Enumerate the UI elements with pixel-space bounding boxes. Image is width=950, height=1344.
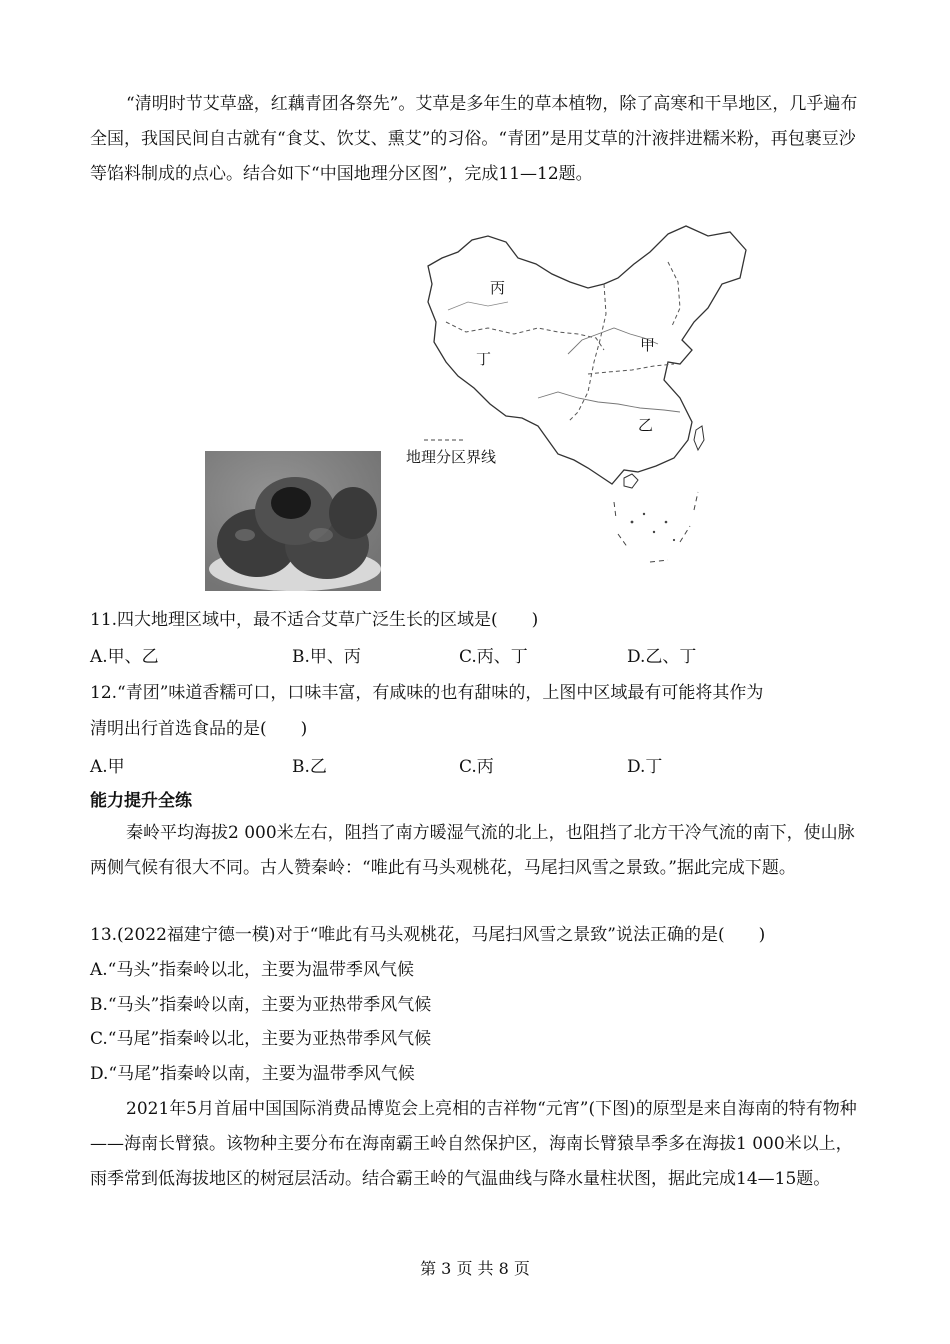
map-label-yi: 乙 <box>638 416 654 434</box>
china-geographic-regions-map <box>406 222 758 572</box>
q12-option-d[interactable]: D.丁 <box>627 757 663 777</box>
region-boundary-qinghai <box>446 322 604 350</box>
qingtuan-photo <box>205 451 381 591</box>
q12-stem-line2: 清明出行首选食品的是( ) <box>90 719 308 739</box>
q11-option-c[interactable]: C.丙、丁 <box>459 647 528 667</box>
map-label-jia: 甲 <box>640 336 656 354</box>
hainan-island <box>624 474 638 488</box>
q11-stem: 11.四大地理区域中，最不适合艾草广泛生长的区域是( ) <box>90 610 539 630</box>
q13-stem: 13.(2022福建宁德一模)对于“唯此有马头观桃花，马尾扫风雪之景致”说法正确的是( ) <box>90 925 766 945</box>
river-yangtze <box>538 392 680 412</box>
q13-option-b[interactable]: B.“马头”指秦岭以南，主要为亚热带季风气候 <box>90 995 432 1015</box>
q12-option-a[interactable]: A.甲 <box>90 757 125 777</box>
taiwan-island <box>694 426 704 450</box>
map-label-bing: 丙 <box>490 279 506 297</box>
q11-option-d[interactable]: D.乙、丁 <box>627 647 697 667</box>
south-sea-islands <box>631 513 676 541</box>
q13-option-d[interactable]: D.“马尾”指秦岭以南，主要为温带季风气候 <box>90 1064 415 1084</box>
intro-paragraph-2: 秦岭平均海拔2 000米左右，阻挡了南方暖湿气流的北上，也阻挡了北方干冷气流的南下，使山脉两侧气候有很大不同。古人赞秦岭：“唯此有马头观桃花，马尾扫风雪之景致。”据此完成下题。 <box>90 823 855 878</box>
river-west <box>448 302 508 310</box>
region-boundary-northwest <box>568 284 606 422</box>
south-china-sea-line <box>614 492 698 562</box>
section-title: 能力提升全练 <box>90 791 192 811</box>
q11-option-a[interactable]: A.甲、乙 <box>90 647 159 667</box>
map-legend-label: 地理分区界线 <box>406 448 497 466</box>
q12-option-b[interactable]: B.乙 <box>292 757 327 777</box>
q12-stem-line1: 12.“青团”味道香糯可口，口味丰富，有咸味的也有甜味的，上图中区域最有可能将其作为 <box>90 683 764 703</box>
q11-option-b[interactable]: B.甲、丙 <box>292 647 361 667</box>
intro-paragraph-3: 2021年5月首届中国国际消费品博览会上亮相的吉祥物“元宵”(下图)的原型是来自海南的特有物种——海南长臂猿。该物种主要分布在海南霸王岭自然保护区，海南长臂猿旱季多在海拔1 000米以上，雨季常到低海拔地区的树冠层活动。结合霸王岭的气温曲线与降水量柱状图，据此完成14—15题。 <box>90 1099 857 1189</box>
page-footer: 第 3 页 共 8 页 <box>420 1259 530 1278</box>
region-boundary-northeast <box>668 262 680 326</box>
q13-option-c[interactable]: C.“马尾”指秦岭以北，主要为亚热带季风气候 <box>90 1029 432 1049</box>
region-boundary-south-north <box>588 364 674 374</box>
q13-option-a[interactable]: A.“马头”指秦岭以北，主要为温带季风气候 <box>90 960 415 980</box>
q12-option-c[interactable]: C.丙 <box>459 757 494 777</box>
map-label-ding: 丁 <box>476 350 492 368</box>
intro-paragraph-1: “清明时节艾草盛，红藕青团各祭先”。艾草是多年生的草本植物，除了高寒和干旱地区，几乎遍布全国，我国民间自古就有“食艾、饮艾、熏艾”的习俗。“青团”是用艾草的汁液拌进糯米粉，再包裹豆沙等馅料制成的点心。结合如下“中国地理分区图”，完成11—12题。 <box>90 94 858 184</box>
